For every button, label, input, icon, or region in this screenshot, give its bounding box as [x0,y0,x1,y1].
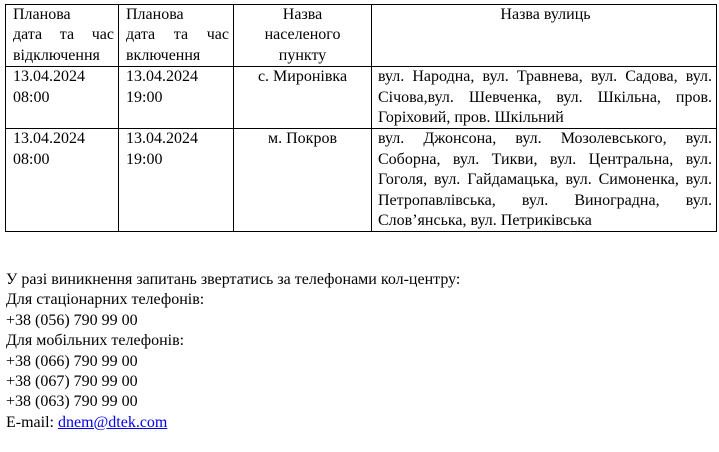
header-on-line1: Планова [126,6,184,23]
settlement-name: с. Миронівка [234,67,372,129]
mobile-phone: +38 (066) 790 99 00 [6,352,138,370]
row-on-datetime [119,67,234,129]
contact-intro: У разі виникнення запитань звертатись за телефонами кол-центру: [6,271,461,288]
header-on-datetime [119,5,234,67]
on-time: 19:00 [126,150,163,168]
table-row [6,67,717,129]
street-list: вул. Джонсона, вул. Мозолевського, вул. Соборна, вул. Тикви, вул. Центральна, вул. Гоголя, вул. Гайдамацька, вул. Симоненка, вул. Петропавлівська, вул. Виноградна, вул. Слов’янська, вул. Петриківська [372,129,717,232]
landline-label: Для стаціонарних телефонів: [6,291,205,309]
row-on-datetime [119,129,234,232]
header-settlement [234,5,372,67]
settlement-name: м. Покров [234,129,372,232]
off-date: 13.04.2024 [13,68,85,86]
landline-phone: +38 (056) 790 99 00 [6,311,138,329]
header-off-line2: дата та час [13,26,114,44]
outage-schedule-table [5,4,717,232]
header-settlement-line3: пункту [278,46,327,64]
off-time: 08:00 [13,150,50,168]
email-line [6,413,706,433]
email-label: E-mail: [6,413,58,431]
mobile-phone: +38 (063) 790 99 00 [6,393,138,411]
off-date: 13.04.2024 [13,130,85,148]
header-settlement-line1: Назва [282,6,323,23]
on-time: 19:00 [126,88,163,106]
header-off-line3: відключення [13,46,100,64]
on-date: 13.04.2024 [126,130,198,148]
header-settlement-line2: населеного [264,26,341,44]
contact-info [6,270,706,433]
street-list: вул. Народна, вул. Травнева, вул. Садова, вул. Січова,вул. Шевченка, вул. Шкільна, пров. Горіховий, пров. Шкільний [372,67,717,129]
email-link[interactable]: dnem@dtek.com [57,413,168,431]
header-streets: Назва вулиць [372,5,717,67]
header-off-datetime [6,5,119,67]
header-on-line2: дата та час [126,26,229,44]
row-off-datetime [6,67,119,129]
header-off-line1: Планова [13,6,71,23]
header-on-line3: включення [126,46,201,64]
off-time: 08:00 [13,88,50,106]
table-header-row [6,5,717,67]
mobile-label: Для мобільних телефонів: [6,332,185,350]
row-off-datetime [6,129,119,232]
on-date: 13.04.2024 [126,68,198,86]
mobile-phone: +38 (067) 790 99 00 [6,373,138,391]
table-row [6,129,717,232]
